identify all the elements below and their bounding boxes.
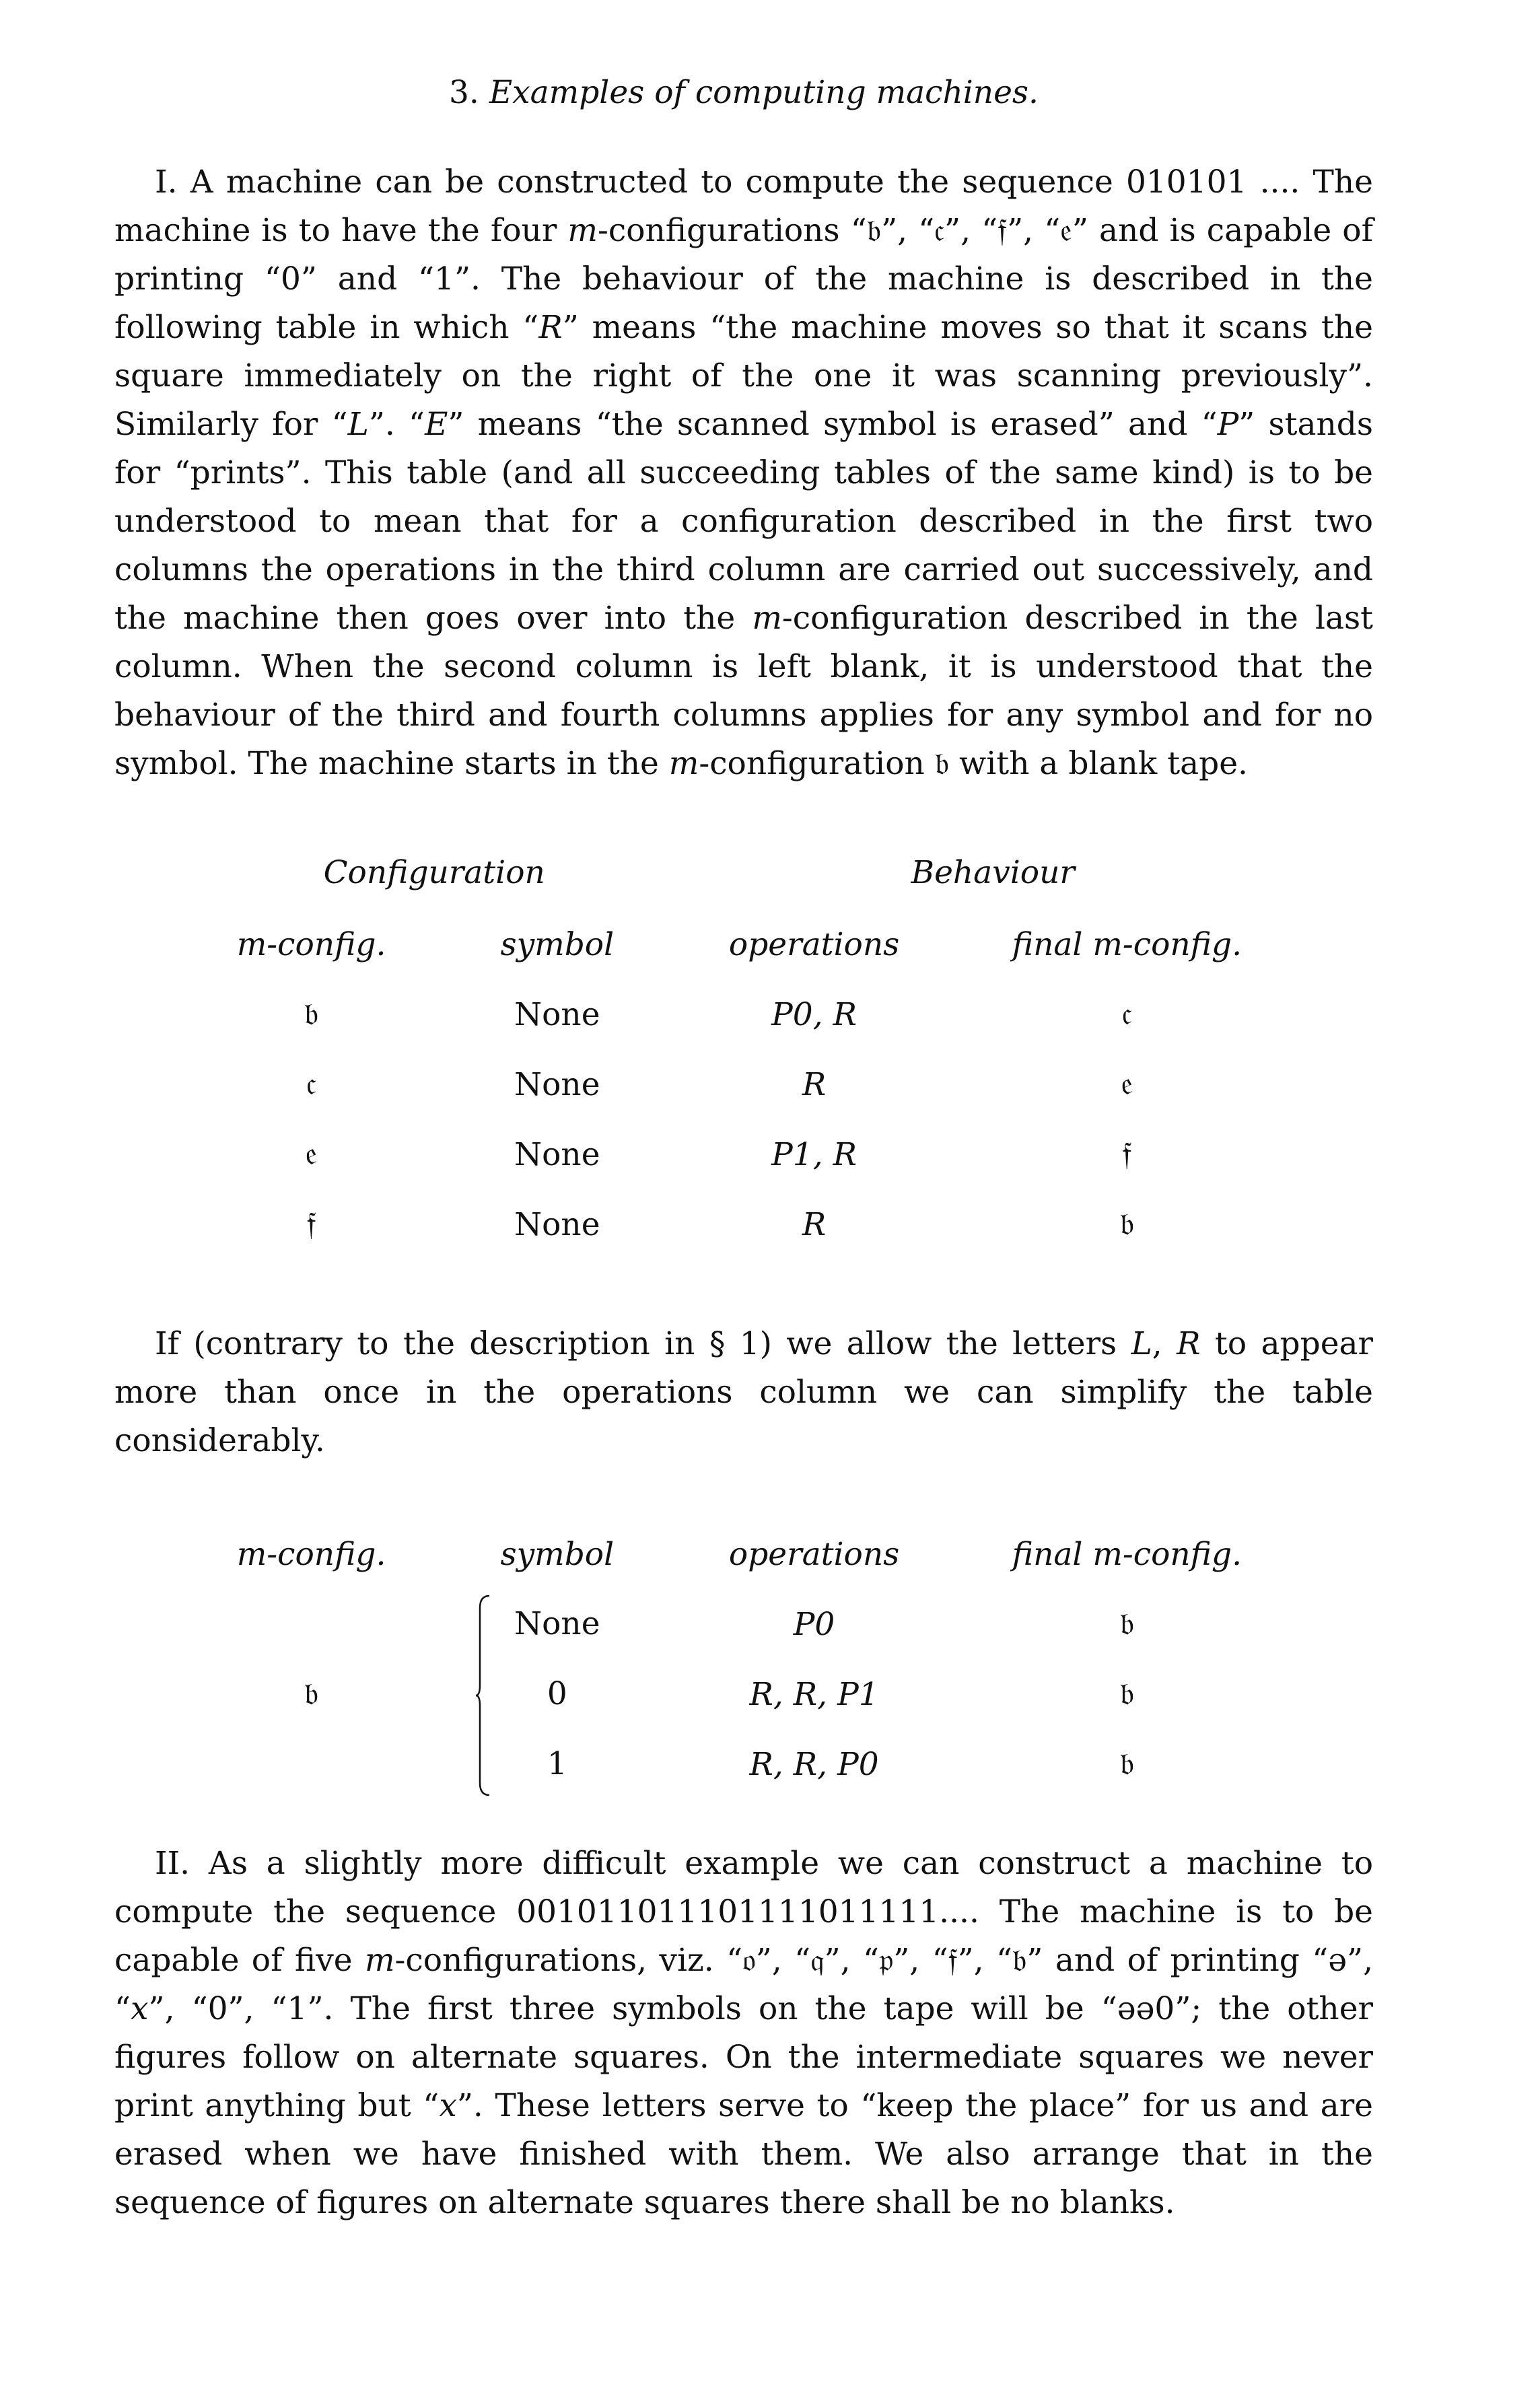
cell-mconfig: 𝔠	[306, 1065, 316, 1102]
cell-symbol: None	[514, 1135, 600, 1173]
cell-symbol: None	[514, 995, 600, 1033]
cell-symbol: 0	[547, 1675, 567, 1712]
cell-symbol: None	[514, 1205, 600, 1243]
table-row	[188, 1119, 1306, 1189]
cell-final-mconfig: 𝔟	[1119, 1675, 1135, 1712]
curly-brace-icon	[475, 1595, 492, 1796]
cell-operations: P1, R	[771, 1135, 857, 1173]
table-row	[188, 1589, 1306, 1659]
cell-final-mconfig: 𝔠	[1121, 995, 1132, 1032]
cell-final-mconfig: 𝔟	[1119, 1205, 1135, 1242]
table-header-row	[188, 909, 1306, 979]
cell-operations: R, R, P0	[749, 1745, 879, 1783]
col-header-mconfig: m-config.	[236, 1535, 386, 1573]
paragraph-simplification: If (contrary to the description in § 1) we allow the letters L, R to appear more than once in the operations column we can simplify the table considerably.	[114, 1325, 1373, 1459]
cell-operations: P0, R	[771, 995, 857, 1033]
cell-mconfig: 𝔟	[304, 1675, 319, 1712]
cell-operations: R	[802, 1205, 827, 1243]
cell-mconfig: 𝔢	[305, 1135, 318, 1172]
table-row	[188, 1189, 1306, 1259]
table-row	[188, 979, 1306, 1049]
cell-final-mconfig: 𝔣	[1122, 1135, 1132, 1172]
col-header-final-mconfig: final m-config.	[1012, 925, 1242, 963]
group-header-configuration: Configuration	[323, 853, 545, 891]
cell-operations: R, R, P1	[749, 1675, 879, 1713]
col-header-final-mconfig: final m-config.	[1012, 1535, 1242, 1573]
cell-mconfig: 𝔣	[306, 1205, 316, 1242]
cell-mconfig: 𝔟	[304, 995, 319, 1032]
cell-symbol: 1	[547, 1745, 567, 1782]
paragraph-example-2: II. As a slightly more difficult example we can construct a machine to compute the sequence 001011011101111011111.... The machine is to be capable of five m-configurations, viz. “𝔬”, “𝔮”, “𝔭”, “𝔣”, “𝔟” and of printing “ə”, “x”, “0”, “1”. The first three symbols on the tape will be “əə0”; the other figures follow on alternate squares. On the intermediate squares we never print anything but “x”. These letters serve to “keep the place” for us and are erased when we have finished with them. We also arrange that in the sequence of figures on alternate squares there shall be no blanks.	[114, 1845, 1374, 2221]
section-heading	[114, 74, 1373, 111]
page	[114, 74, 1373, 2227]
table-example-1	[188, 835, 1306, 1259]
cell-symbol: None	[514, 1605, 600, 1642]
col-header-mconfig: m-config.	[236, 925, 386, 963]
table-header-row	[188, 1519, 1306, 1589]
cell-operations: P0	[793, 1605, 835, 1643]
table-group-header-row	[188, 835, 1306, 909]
cell-final-mconfig: 𝔢	[1121, 1065, 1133, 1102]
col-header-symbol: symbol	[500, 925, 615, 963]
section-number: 3.	[449, 74, 479, 111]
group-header-behaviour: Behaviour	[911, 853, 1075, 891]
cell-symbol: None	[514, 1065, 600, 1103]
cell-operations: R	[802, 1065, 827, 1103]
col-header-operations: operations	[728, 1535, 900, 1573]
cell-final-mconfig: 𝔟	[1119, 1605, 1135, 1642]
col-header-symbol: symbol	[500, 1535, 615, 1573]
section-title: Examples of computing machines.	[489, 74, 1039, 111]
cell-final-mconfig: 𝔟	[1119, 1745, 1135, 1782]
table-example-1-simplified	[188, 1519, 1306, 1799]
table-row	[188, 1049, 1306, 1119]
paragraph-example-1: I. A machine can be constructed to compute the sequence 010101 .... The machine is to have the four m-configurations “𝔟”, “𝔠”, “𝔣”, “𝔢” and is capable of printing “0” and “1”. The behaviour of the machine is described in the following table in which “R” means “the machine moves so that it scans the square immediately on the right of the one it was scanning previously”. Similarly for “L”. “E” means “the scanned symbol is erased” and “P” stands for “prints”. This table (and all succeeding tables of the same kind) is to be understood to mean that for a configuration described in the first two columns the operations in the third column are carried out successively, and the machine then goes over into the m-configuration described in the last column. When the second column is left blank, it is understood that the behaviour of the third and fourth columns applies for any symbol and for no symbol. The machine starts in the m-configuration 𝔟 with a blank tape.	[114, 164, 1374, 782]
symbol-group	[434, 1589, 680, 1799]
col-header-operations: operations	[728, 925, 900, 963]
